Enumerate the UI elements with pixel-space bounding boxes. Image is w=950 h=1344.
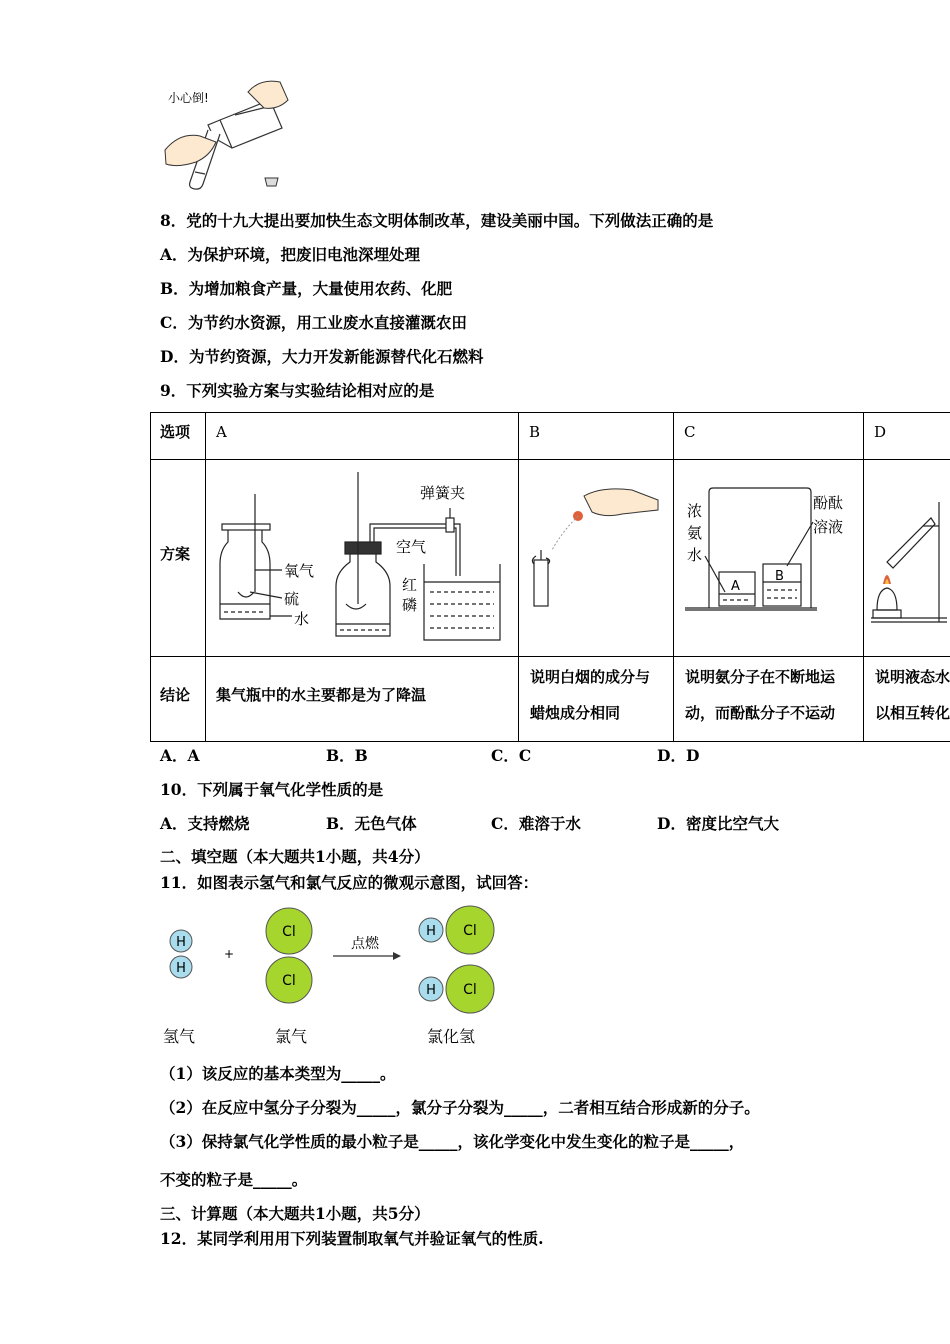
label-hydrogen-chloride: 氯化氢 — [426, 1027, 476, 1046]
label-chlorine: 氯气 — [274, 1027, 308, 1046]
conclusion-c-line2: 动，而酚酞分子不运动 — [685, 704, 836, 722]
q9-option-d: D．D — [657, 746, 700, 765]
reaction-diagram — [155, 900, 515, 1050]
label-sulfur: 硫 — [284, 590, 300, 608]
label-conc-2: 氨 — [687, 524, 703, 542]
q11-sub-4: 不变的粒子是_____。 — [160, 1170, 308, 1189]
section-3-title: 三、计算题（本大题共1小题，共5分） — [160, 1204, 430, 1223]
q11-sub-1: （1）该反应的基本类型为_____。 — [160, 1064, 396, 1083]
conclusion-d-line2: 以相互转化 — [875, 704, 950, 722]
scheme-b-apparatus — [522, 472, 670, 622]
label-air: 空气 — [396, 538, 427, 556]
cl2-atom-2: Cl — [282, 973, 296, 989]
q10-option-b: B．无色气体 — [326, 814, 417, 833]
conclusion-b-line2: 蜡烛成分相同 — [530, 704, 621, 722]
table-header-a: A — [216, 423, 227, 441]
q9-option-c: C．C — [491, 746, 532, 765]
q8-option-a: A．为保护环境，把废旧电池深埋处理 — [160, 245, 421, 264]
table-header-d: D — [874, 423, 887, 441]
label-oxygen: 氧气 — [284, 562, 315, 580]
scheme-a-apparatus — [210, 464, 510, 652]
pouring-liquid-figure — [160, 70, 300, 195]
q11-sub-2: （2）在反应中氢分子分裂为_____，氯分子分裂为_____，二者相互结合形成新的分子。 — [160, 1098, 760, 1117]
q12-stem: 12．某同学利用用下列装置制取氧气并验证氧气的性质. — [160, 1229, 544, 1248]
q8-option-c: C．为节约水资源，用工业废水直接灌溉农田 — [160, 313, 467, 332]
label-spring-clamp: 弹簧夹 — [420, 484, 466, 502]
h2-atom-2: H — [176, 961, 186, 976]
conclusion-c-line1: 说明氨分子在不断地运 — [685, 668, 836, 686]
scheme-d-apparatus — [867, 492, 949, 632]
label-water: 水 — [294, 610, 310, 628]
q10-option-c: C．难溶于水 — [491, 814, 581, 833]
conclusion-b-line1: 说明白烟的成分与 — [530, 668, 651, 686]
h2-atom-1: H — [176, 935, 186, 950]
q11-stem: 11．如图表示氢气和氯气反应的微观示意图，试回答： — [160, 873, 539, 892]
conclusion-d-line1: 说明液态水 — [875, 668, 950, 686]
table-header-b: B — [529, 423, 541, 441]
label-phenolphthalein-2: 溶液 — [813, 518, 844, 536]
conclusion-a: 集气瓶中的水主要都是为了降温 — [216, 686, 427, 704]
hcl2-h-atom: H — [426, 983, 436, 998]
hcl2-cl-atom: Cl — [463, 982, 477, 998]
table-row-scheme-label: 方案 — [160, 545, 191, 563]
caution-caption: 小心倒! — [168, 91, 209, 105]
table-header-option: 选项 — [160, 423, 191, 441]
q9-option-b: B．B — [326, 746, 368, 765]
reaction-condition: 点燃 — [351, 936, 379, 952]
table-row-conclusion-label: 结论 — [160, 686, 191, 704]
q10-option-d: D．密度比空气大 — [657, 814, 779, 833]
hcl1-cl-atom: Cl — [463, 923, 477, 939]
q8-option-d: D．为节约资源，大力开发新能源替代化石燃料 — [160, 347, 484, 366]
section-2-title: 二、填空题（本大题共1小题，共4分） — [160, 847, 430, 866]
label-phenolphthalein-1: 酚酞 — [813, 494, 844, 512]
q8-stem: 8．党的十九大提出要加快生态文明体制改革，建设美丽中国。下列做法正确的是 — [160, 211, 714, 230]
q9-option-a: A．A — [160, 746, 200, 765]
q11-sub-3: （3）保持氯气化学性质的最小粒子是_____，该化学变化中发生变化的粒子是_____， — [160, 1132, 745, 1151]
q10-option-a: A．支持燃烧 — [160, 814, 250, 833]
scheme-c-apparatus — [677, 472, 859, 622]
q8-option-b: B．为增加粮食产量，大量使用农药、化肥 — [160, 279, 453, 298]
label-beaker-b: B — [775, 569, 784, 584]
label-conc-1: 浓 — [687, 502, 703, 520]
label-red: 红 — [402, 576, 418, 594]
hcl1-h-atom: H — [426, 924, 436, 939]
q9-table — [150, 412, 950, 742]
table-header-c: C — [684, 423, 696, 441]
label-phosphorus: 磷 — [402, 596, 418, 614]
q10-stem: 10．下列属于氧气化学性质的是 — [160, 780, 384, 799]
label-conc-3: 水 — [687, 546, 703, 564]
label-beaker-a: A — [731, 579, 740, 594]
label-hydrogen: 氢气 — [162, 1027, 196, 1046]
q9-stem: 9．下列实验方案与实验结论相对应的是 — [160, 381, 435, 400]
cl2-atom-1: Cl — [282, 924, 296, 940]
plus-sign: + — [223, 947, 235, 961]
